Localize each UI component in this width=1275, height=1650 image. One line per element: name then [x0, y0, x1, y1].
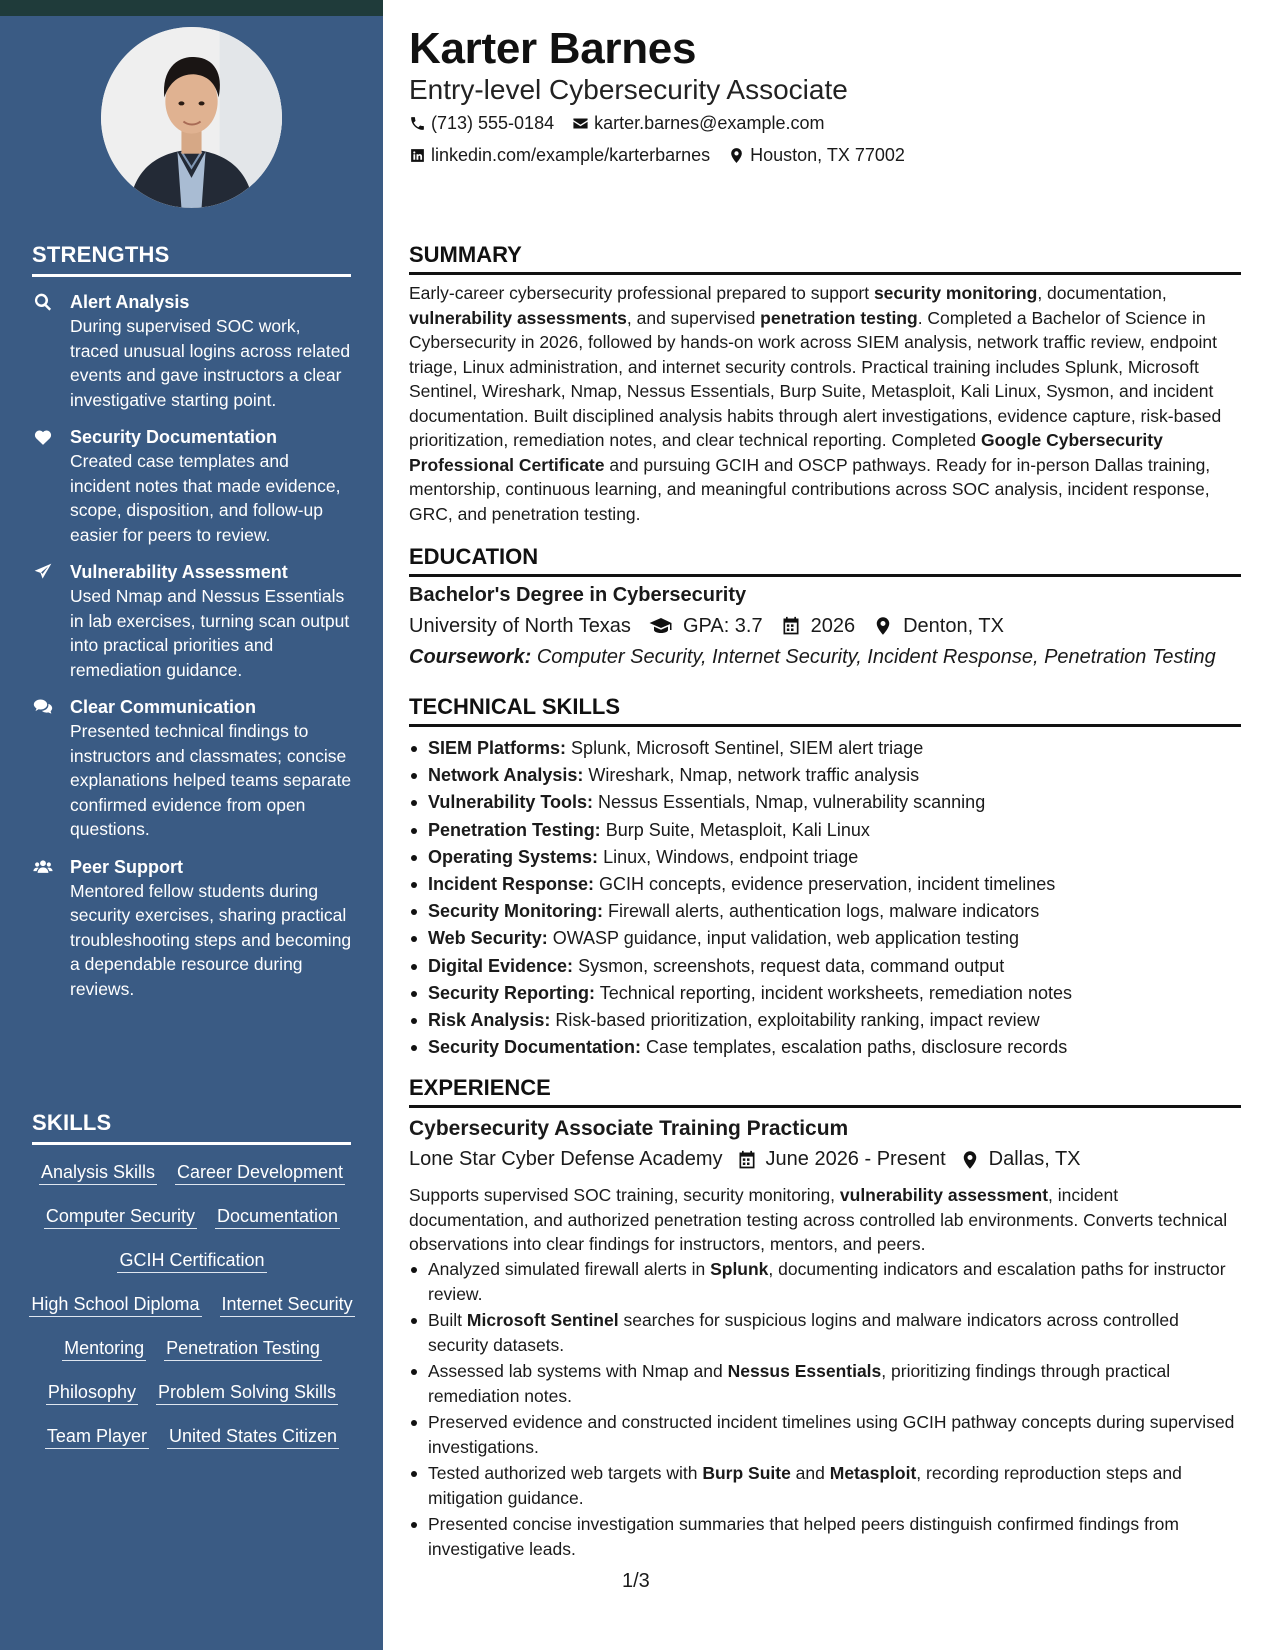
- skill-category: Security Documentation:: [428, 1037, 642, 1058]
- experience-bullet: [409, 1512, 1241, 1561]
- skill-values: Technical reporting, incident worksheets, remediation notes: [599, 982, 1072, 1003]
- skill-tag: Career Development: [175, 1160, 345, 1185]
- contact-row: [409, 113, 842, 134]
- bullet-highlight: Nessus Essentials: [727, 1361, 882, 1381]
- bullet-text: and: [790, 1463, 830, 1483]
- bullet-text: , prioritizing findings through practical remediation notes.: [428, 1361, 1171, 1406]
- summary-highlight: Google Cybersecurity Professional Certificate: [409, 430, 1163, 475]
- users-icon: [32, 856, 54, 878]
- technical-skill-item: [409, 953, 1241, 980]
- skill-values: Wireshark, Nmap, network traffic analysis: [588, 765, 920, 786]
- experience-bullets: [409, 1257, 1241, 1563]
- strength-description: During supervised SOC work, traced unusual logins across related events and gave instructors a clear investigative starting point.: [70, 316, 351, 410]
- technical-skill-item: [409, 871, 1241, 898]
- bullet-text: Tested authorized web targets with: [428, 1463, 703, 1483]
- comments-icon: [32, 696, 54, 718]
- education-school: University of North Texas: [409, 614, 631, 637]
- skill-category: SIEM Platforms:: [428, 738, 567, 758]
- sidebar-top-band: [0, 0, 383, 16]
- strength-description: Used Nmap and Nessus Essentials in lab exercises, turning scan output into practical priorities and remediation guidance.: [70, 586, 350, 680]
- skill-category: Security Reporting:: [428, 982, 596, 1003]
- bullet-text: Built: [428, 1310, 467, 1330]
- experience-dates-group: [737, 1148, 946, 1171]
- skill-tag: Team Player: [45, 1424, 149, 1449]
- email-link[interactable]: karter.barnes@example.com: [594, 113, 825, 133]
- skill-category: Vulnerability Tools:: [428, 792, 594, 813]
- skill-values: OWASP guidance, input validation, web application testing: [552, 928, 1020, 949]
- phone-icon: [409, 115, 426, 132]
- strength-title: Alert Analysis: [70, 292, 190, 312]
- skills-heading: SKILLS: [32, 1110, 351, 1145]
- sidebar: [0, 0, 383, 1650]
- linkedin-link[interactable]: linkedin.com/example/karterbarnes: [431, 145, 711, 165]
- skill-tag: High School Diploma: [29, 1292, 201, 1317]
- experience-description: [409, 1183, 1241, 1257]
- calendar-icon: [737, 1150, 757, 1170]
- skill-tag: Analysis Skills: [39, 1160, 157, 1185]
- skill-category: Web Security:: [428, 928, 548, 949]
- experience-heading: EXPERIENCE: [409, 1075, 1241, 1108]
- skill-category: Network Analysis:: [428, 765, 584, 786]
- skill-values: Linux, Windows, endpoint triage: [603, 846, 859, 867]
- linkedin-icon: [409, 147, 426, 164]
- skill-values: Splunk, Microsoft Sentinel, SIEM alert triage: [571, 738, 924, 758]
- summary-highlight: penetration testing: [760, 307, 918, 328]
- graduation-cap-icon: [649, 614, 673, 638]
- bullet-text: searches for suspicious logins and malware indicators across controlled security datasets.: [428, 1310, 1179, 1355]
- envelope-icon: [572, 115, 589, 132]
- contact-email[interactable]: [572, 113, 824, 134]
- technical-skill-item: [409, 1034, 1241, 1061]
- technical-skill-item: [409, 735, 1241, 762]
- skill-category: Digital Evidence:: [428, 955, 574, 976]
- strength-description: Mentored fellow students during security exercises, sharing practical troubleshooting steps and becoming a dependable resource during reviews.: [70, 880, 352, 999]
- calendar-icon: [781, 616, 801, 636]
- experience-organization: Lone Star Cyber Defense Academy: [409, 1148, 723, 1170]
- bullet-text: Presented concise investigation summaries that helped peers distinguish confirmed findings from investigative leads.: [428, 1514, 1179, 1559]
- search-icon: [32, 291, 54, 313]
- technical-skill-item: [409, 980, 1241, 1007]
- strength-title: Clear Communication: [70, 697, 257, 717]
- technical-skill-item: [409, 762, 1241, 789]
- experience-bullet: [409, 1410, 1241, 1459]
- contact-row: [409, 145, 923, 166]
- technical-skill-item: [409, 898, 1241, 925]
- experience-dates: June 2026 - Present: [765, 1148, 946, 1170]
- heart-icon: [32, 426, 54, 448]
- location-text: Houston, TX 77002: [750, 145, 905, 165]
- contact-location: [728, 145, 905, 166]
- candidate-headline: Entry-level Cybersecurity Associate: [409, 74, 848, 105]
- skill-tag: Internet Security: [220, 1292, 355, 1317]
- education-year-group: [781, 615, 856, 638]
- summary-text: , documentation,: [1037, 283, 1167, 303]
- strength-item: [32, 560, 352, 682]
- contact-phone: [409, 113, 554, 134]
- experience-location: Dallas, TX: [988, 1148, 1081, 1170]
- bullet-highlight: Metasploit: [829, 1463, 917, 1483]
- contact-linkedin[interactable]: [409, 145, 710, 166]
- coursework-list: Computer Security, Internet Security, Incident Response, Penetration Testing: [536, 646, 1216, 668]
- skill-category: Incident Response:: [428, 874, 595, 895]
- skills-list: [28, 1160, 356, 1449]
- strength-title: Peer Support: [70, 856, 184, 877]
- page-number: 1/3: [622, 1570, 650, 1592]
- technical-skill-item: [409, 844, 1241, 871]
- summary-text: . Completed a Bachelor of Science in Cybersecurity in 2026, followed by hands-on work across SIEM analysis, network traffic review, endpoint triage, Linux administration, and internet security controls. Practical training includes Splunk, Microsoft Sentinel, Wireshark, Nmap, Nessus Essentials, Burp Suite, Metasploit, Kali Linux, Sysmon, and incident documentation. Built disciplined analysis habits through alert investigations, evidence capture, risk-based prioritization, remediation notes, and clear technical reporting. Completed: [409, 307, 1222, 450]
- skill-category: Risk Analysis:: [428, 1010, 551, 1031]
- education-gpa: GPA: 3.7: [682, 614, 763, 637]
- phone-text: (713) 555-0184: [431, 113, 555, 133]
- skill-values: Nessus Essentials, Nmap, vulnerability scanning: [598, 792, 986, 813]
- education-coursework: [409, 646, 1216, 669]
- education-meta: [409, 614, 1022, 638]
- strength-title: Vulnerability Assessment: [70, 562, 288, 582]
- technical-skill-item: [409, 1007, 1241, 1034]
- candidate-name: Karter Barnes: [409, 24, 697, 73]
- technical-skill-item: [409, 789, 1241, 816]
- education-gpa-group: [649, 614, 763, 638]
- skill-tag: Mentoring: [62, 1336, 146, 1361]
- bullet-text: Preserved evidence and constructed incident timelines using GCIH pathway concepts during supervised investigations.: [428, 1412, 1235, 1457]
- bullet-highlight: Splunk: [710, 1259, 769, 1279]
- technical-skills-list: [409, 735, 1241, 1061]
- map-pin-icon: [960, 1150, 980, 1170]
- skill-tag: Problem Solving Skills: [156, 1380, 338, 1405]
- bullet-text: , documenting indicators and escalation paths for instructor review.: [428, 1259, 1226, 1304]
- profile-photo-image: [101, 27, 282, 208]
- map-pin-icon: [873, 616, 893, 636]
- technical-skills-heading: TECHNICAL SKILLS: [409, 694, 1241, 727]
- summary-text: and pursuing GCIH and OSCP pathways. Ready for in-person Dallas training, mentorship, continuous learning, and meaningful contributions across SOC analysis, incident response, GRC, and penetration testing.: [409, 454, 1211, 524]
- education-location: Denton, TX: [903, 614, 1004, 637]
- profile-photo: [101, 27, 282, 208]
- skill-values: Case templates, escalation paths, disclosure records: [646, 1037, 1068, 1058]
- experience-location-group: [960, 1148, 1081, 1171]
- strength-description: Created case templates and incident notes that made evidence, scope, disposition, and follow-up easier for peers to review.: [70, 451, 341, 545]
- skill-category: Security Monitoring:: [428, 901, 603, 922]
- bullet-text: , recording reproduction steps and mitigation guidance.: [428, 1463, 1182, 1508]
- experience-bullet: [409, 1359, 1241, 1408]
- strength-item: [32, 695, 352, 842]
- strength-description: Presented technical findings to instructors and classmates; concise explanations helped teams separate confirmed evidence from open questions.: [70, 721, 352, 839]
- skill-tag: Documentation: [215, 1204, 340, 1229]
- summary-highlight: security monitoring: [873, 283, 1038, 303]
- strength-title: Security Documentation: [70, 427, 278, 447]
- education-year: 2026: [810, 614, 856, 637]
- strength-item: [32, 855, 352, 1002]
- skill-values: GCIH concepts, evidence preservation, incident timelines: [599, 874, 1056, 895]
- experience-text: Supports supervised SOC training, security monitoring,: [409, 1185, 840, 1205]
- summary-text: Early-career cybersecurity professional prepared to support: [409, 283, 874, 303]
- experience-bullet: [409, 1257, 1241, 1306]
- skill-values: Burp Suite, Metasploit, Kali Linux: [605, 819, 870, 840]
- skill-values: Firewall alerts, authentication logs, malware indicators: [608, 901, 1040, 922]
- technical-skill-item: [409, 817, 1241, 844]
- experience-meta: [409, 1148, 1095, 1171]
- education-heading: EDUCATION: [409, 544, 1241, 577]
- strength-item: [32, 425, 352, 547]
- bullet-highlight: Microsoft Sentinel: [466, 1310, 619, 1330]
- skill-tag: Computer Security: [44, 1204, 197, 1229]
- paper-plane-icon: [32, 561, 54, 583]
- education-degree: Bachelor's Degree in Cybersecurity: [409, 584, 747, 606]
- experience-text: , incident documentation, and authorized penetration testing across controlled lab environments. Converts technical observations into clear findings for instructors, mentors, and peers.: [409, 1185, 1228, 1254]
- experience-highlight: vulnerability assessment: [839, 1185, 1049, 1205]
- technical-skill-item: [409, 925, 1241, 952]
- summary-text: , and supervised: [626, 307, 761, 328]
- strengths-heading: STRENGTHS: [32, 242, 351, 277]
- map-pin-icon: [728, 147, 745, 164]
- skill-values: Risk-based prioritization, exploitability ranking, impact review: [555, 1010, 1040, 1031]
- summary-paragraph: [409, 281, 1241, 526]
- experience-bullet: [409, 1308, 1241, 1357]
- strengths-list: [32, 290, 352, 1014]
- skill-category: Penetration Testing:: [428, 819, 601, 840]
- experience-bullet: [409, 1461, 1241, 1510]
- bullet-text: Assessed lab systems with Nmap and: [428, 1361, 728, 1381]
- skill-tag: Penetration Testing: [164, 1336, 322, 1361]
- skill-tag: GCIH Certification: [117, 1248, 266, 1273]
- skill-tag: United States Citizen: [167, 1424, 339, 1449]
- summary-highlight: vulnerability assessments: [409, 307, 627, 328]
- bullet-text: Analyzed simulated firewall alerts in: [428, 1259, 711, 1279]
- experience-role: Cybersecurity Associate Training Practicum: [409, 1117, 849, 1140]
- skill-category: Operating Systems:: [428, 846, 599, 867]
- coursework-label: Coursework:: [409, 646, 532, 668]
- education-location-group: [873, 615, 1004, 638]
- summary-heading: SUMMARY: [409, 242, 1241, 275]
- strength-item: [32, 290, 352, 412]
- skill-tag: Philosophy: [46, 1380, 138, 1405]
- bullet-highlight: Burp Suite: [702, 1463, 791, 1483]
- skill-values: Sysmon, screenshots, request data, command output: [578, 955, 1005, 976]
